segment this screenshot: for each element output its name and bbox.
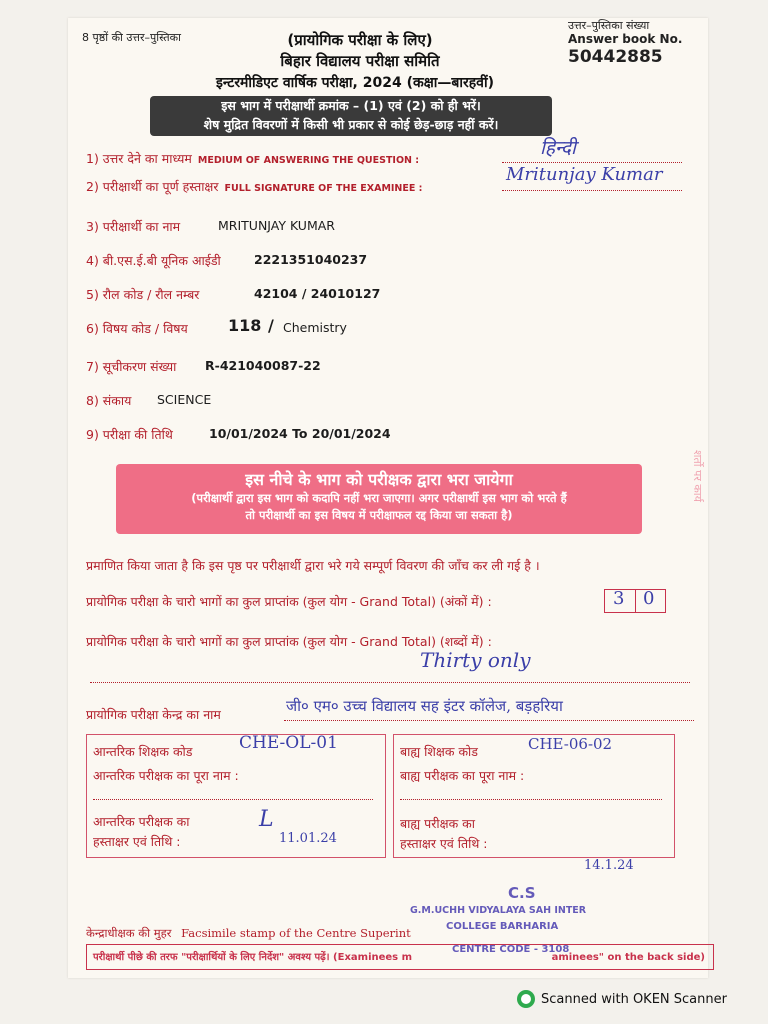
header-line3: इन्टरमीडिएट वार्षिक परीक्षा, 2024 (कक्षा—बारहवीं) (216, 75, 494, 91)
header-line1: (प्रायोगिक परीक्षा के लिए) (287, 31, 433, 49)
answer-book-number: 50442885 (568, 47, 663, 67)
internal-examiner-box (86, 734, 386, 858)
field-uid-value: 2221351040237 (254, 252, 368, 267)
words-dotline (90, 682, 690, 683)
examiner-section-note2: तो परीक्षार्थी का इस विषय में परीक्षाफल रद्द किया जा सकता है) (245, 508, 513, 522)
grand-total-digit1: 3 (613, 588, 625, 609)
field-signature-label: 2) परीक्षार्थी का पूर्ण हस्ताक्षर (86, 179, 219, 194)
certification-text: प्रमाणित किया जाता है कि इस पृष्ठ पर परीक्षार्थी द्वारा भरे गये सम्पूर्ण विवरण की जाँच कर ली गई है । (86, 558, 540, 573)
external-sign-date: 14.1.24 (584, 858, 634, 873)
side-text: शर्तो पर कार्य (691, 450, 704, 503)
grand-total-words-label: प्रायोगिक परीक्षा के चारो भागों का कुल प्राप्तांक (कुल योग - Grand Total) (शब्दों में) : (86, 634, 492, 649)
signature-dotline (502, 190, 682, 191)
examiner-section-banner (116, 464, 642, 534)
field-medium (86, 150, 419, 167)
field-enlist-label: 7) सूचीकरण संख्या (86, 359, 177, 374)
footer-instructions-end: aminees" on the back side) (551, 952, 705, 963)
answer-book-label-hi: उत्तर–पुस्तिका संख्या (568, 19, 650, 32)
external-name-label: बाह्य परीक्षक का पूरा नाम : (400, 768, 525, 783)
internal-name-dotline (93, 799, 373, 800)
medium-dotline (502, 162, 682, 163)
field-subject-sep: / (268, 316, 274, 335)
stamp-cs: C.S (508, 884, 536, 902)
grand-total-divider (635, 590, 636, 612)
footer-stamp-label (86, 926, 411, 941)
external-sign-label1: बाह्य परीक्षक का (400, 816, 476, 831)
field-enlist-value: R-421040087-22 (205, 358, 321, 373)
field-uid-label: 4) बी.एस.ई.बी यूनिक आईडी (86, 253, 221, 268)
field-faculty-value: SCIENCE (157, 392, 212, 407)
stamp-line1: G.M.UCHH VIDYALAYA SAH INTER (410, 905, 587, 916)
notice-line2: शेष मुद्रित विवरणों में किसी भी प्रकार से कोई छेड़-छाड़ नहीं करें। (203, 117, 499, 132)
field-medium-label: 1) उत्तर देने का माध्यम (86, 151, 192, 166)
signature-value: Mritunjay Kumar (506, 164, 663, 185)
internal-sign-date: 11.01.24 (279, 831, 337, 846)
grand-total-number-label: प्रायोगिक परीक्षा के चारो भागों का कुल प्राप्तांक (कुल योग - Grand Total) (अंकों में) : (86, 594, 492, 609)
pages-note: 8 पृष्ठों की उत्तर–पुस्तिका (82, 31, 181, 44)
field-signature-en: FULL SIGNATURE OF THE EXAMINEE : (224, 183, 423, 194)
scanner-watermark (517, 990, 727, 1008)
candidate-notice-box (150, 96, 552, 136)
field-signature (86, 178, 422, 195)
notice-line1: इस भाग में परीक्षार्थी क्रमांक – (1) एवं (2) को ही भरें। (221, 98, 481, 113)
scanner-logo-icon (517, 990, 535, 1008)
field-subject-code: 118 (228, 316, 262, 335)
field-subject-label: 6) विषय कोड / विषय (86, 321, 188, 336)
external-code-value: CHE-06-02 (528, 735, 613, 753)
field-roll-value: 42104 / 24010127 (254, 286, 381, 301)
external-name-dotline (400, 799, 662, 800)
field-date-label: 9) परीक्षा की तिथि (86, 427, 173, 442)
header-line2: बिहार विद्यालय परीक्षा समिति (280, 52, 440, 70)
field-name-value: MRITUNJAY KUMAR (218, 218, 335, 233)
footer-stamp-label-hi: केन्द्राधीक्षक की मुहर (86, 926, 172, 940)
stamp-line2: COLLEGE BARHARIA (446, 921, 559, 932)
internal-name-label: आन्तरिक परीक्षक का पूरा नाम : (93, 768, 239, 783)
grand-total-digit2: 0 (643, 588, 655, 609)
footer-instructions-text: परीक्षार्थी पीछे की तरफ "परीक्षार्थियों के लिए निर्देश" अवश्य पढ़ें। (Examinees m (93, 952, 413, 963)
centre-dotline (284, 720, 694, 721)
scanner-label: Scanned with OKEN Scanner (541, 991, 727, 1007)
field-name-label: 3) परीक्षार्थी का नाम (86, 219, 181, 234)
external-code-label: बाह्य शिक्षक कोड (400, 744, 478, 759)
examiner-section-title: इस नीचे के भाग को परीक्षक द्वारा भरा जायेगा (245, 470, 513, 489)
answer-book-label-en: Answer book No. (568, 32, 683, 46)
grand-total-words-value: Thirty only (420, 648, 531, 672)
field-roll-label: 5) रौल कोड / रौल नम्बर (86, 287, 200, 302)
internal-code-value: CHE-OL-01 (239, 733, 338, 753)
field-date-value: 10/01/2024 To 20/01/2024 (209, 426, 391, 441)
internal-code-label: आन्तरिक शिक्षक कोड (93, 744, 193, 759)
external-sign-label2: हस्ताक्षर एवं तिथि : (400, 836, 488, 851)
field-subject-name: Chemistry (283, 320, 347, 335)
stamp-line3: CENTRE CODE - 3108 (452, 944, 570, 955)
external-examiner-box (393, 734, 675, 858)
centre-name-label: प्रायोगिक परीक्षा केन्द्र का नाम (86, 707, 221, 722)
internal-sign-label1: आन्तरिक परीक्षक का (93, 814, 190, 829)
medium-value: हिन्दी (540, 137, 576, 159)
internal-sign-label2: हस्ताक्षर एवं तिथि : (93, 834, 181, 849)
field-medium-en: MEDIUM OF ANSWERING THE QUESTION : (197, 155, 420, 166)
footer-instructions (86, 944, 714, 970)
grand-total-box (604, 589, 666, 613)
footer-stamp-label-en: Facsimile stamp of the Centre Superint (181, 926, 411, 940)
examiner-section-note1: (परीक्षार्थी द्वारा इस भाग को कदापि नहीं भरा जाएगा। अगर परीक्षार्थी इस भाग को भरते हैं (191, 491, 567, 505)
internal-signature-mark: L (259, 807, 274, 832)
field-faculty-label: 8) संकाय (86, 393, 132, 408)
centre-name-value: जी० एम० उच्च विद्यालय सह इंटर कॉलेज, बड़हरिया (286, 697, 563, 715)
